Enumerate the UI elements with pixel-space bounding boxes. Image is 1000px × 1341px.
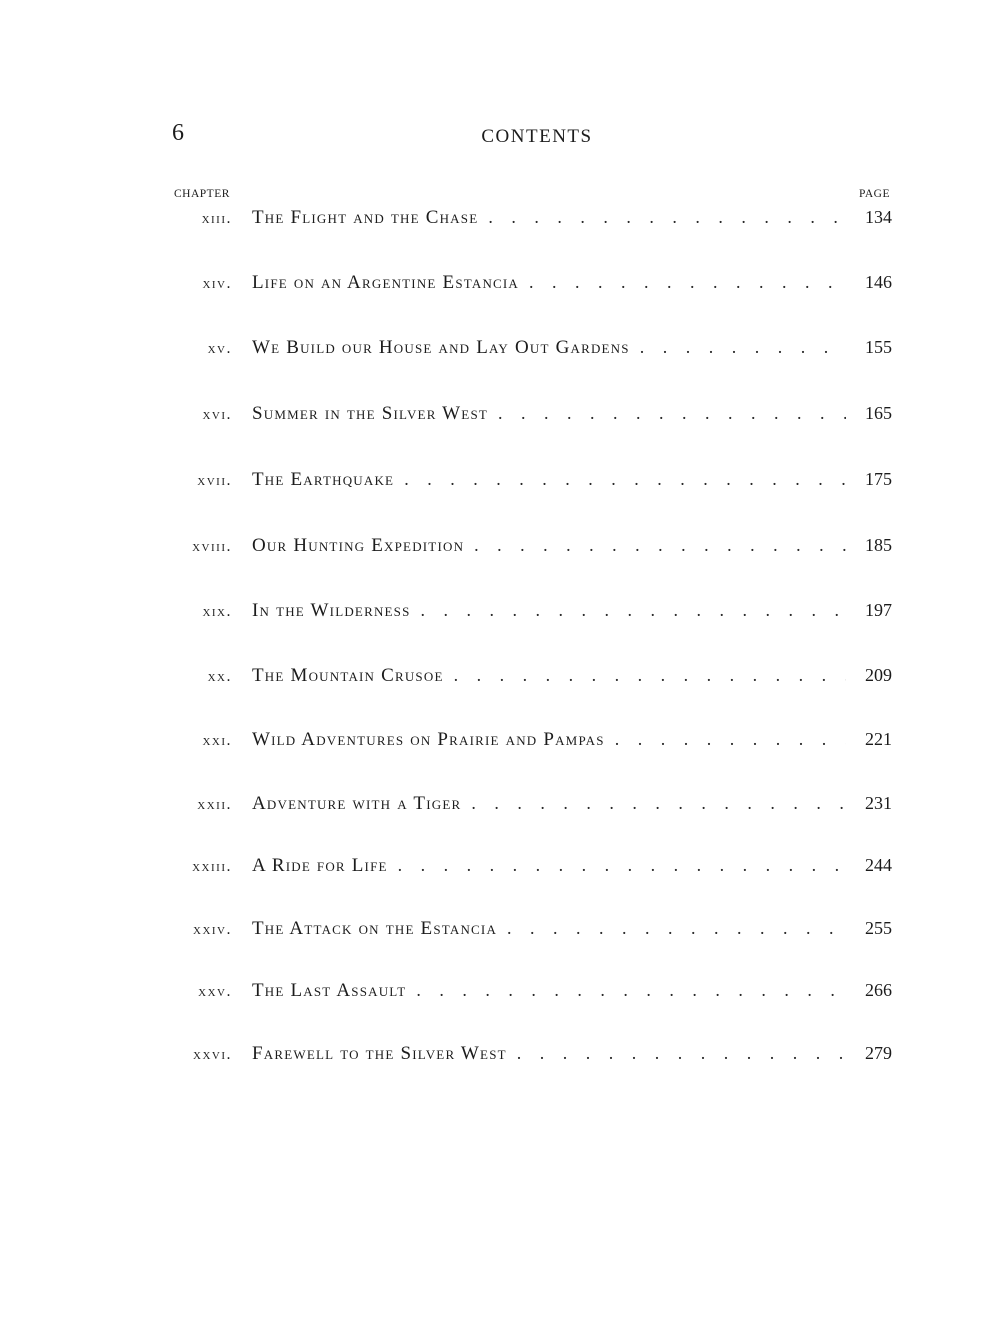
chapter-page-number: 255 <box>865 918 892 938</box>
chapter-number: xxii. <box>197 796 232 813</box>
dot-leader <box>517 1043 846 1064</box>
toc-entry-21[interactable] <box>172 729 892 759</box>
chapter-page-number: 155 <box>865 337 892 357</box>
page-column-heading: PAGE <box>859 188 890 200</box>
chapter-title: We Build our House and Lay Out Gardens <box>252 337 630 358</box>
chapter-title: Summer in the Silver West <box>252 403 489 424</box>
chapter-number: xxv. <box>198 983 232 1000</box>
dot-leader <box>474 535 846 556</box>
toc-entry-26[interactable] <box>172 1043 892 1073</box>
dot-leader <box>416 980 846 1001</box>
toc-entry-20[interactable] <box>172 665 892 695</box>
chapter-page-number: 146 <box>865 272 892 292</box>
chapter-number: xv. <box>207 340 232 357</box>
dot-leader <box>640 337 846 358</box>
chapter-number: xxi. <box>202 732 232 749</box>
dot-leader <box>404 469 846 490</box>
chapter-page-number: 197 <box>865 600 892 620</box>
chapter-title: Adventure with a Tiger <box>252 793 462 814</box>
chapter-title: Farewell to the Silver West <box>252 1043 507 1064</box>
chapter-title: Our Hunting Expedition <box>252 535 465 556</box>
chapter-page-number: 266 <box>865 980 892 1000</box>
dot-leader <box>398 855 846 876</box>
toc-entry-15[interactable] <box>172 337 892 367</box>
toc-entry-24[interactable] <box>172 918 892 948</box>
chapter-number: xiii. <box>201 210 232 227</box>
chapter-title: In the Wilderness <box>252 600 411 621</box>
chapter-title: The Mountain Crusoe <box>252 665 444 686</box>
chapter-number: xiv. <box>202 275 232 292</box>
dot-leader <box>421 600 846 621</box>
chapter-page-number: 165 <box>865 403 892 423</box>
chapter-page-number: 279 <box>865 1043 892 1063</box>
chapter-page-number: 231 <box>865 793 892 813</box>
chapter-page-number: 185 <box>865 535 892 555</box>
toc-entry-14[interactable] <box>172 272 892 302</box>
toc-entry-22[interactable] <box>172 793 892 823</box>
toc-entry-19[interactable] <box>172 600 892 630</box>
toc-entry-17[interactable] <box>172 469 892 499</box>
chapter-title: The Attack on the Estancia <box>252 918 498 939</box>
dot-leader <box>529 272 846 293</box>
toc-entry-23[interactable] <box>172 855 892 885</box>
chapter-number: xxiii. <box>192 858 232 875</box>
chapter-title: A Ride for Life <box>252 855 388 876</box>
chapter-title: The Last Assault <box>252 980 407 1001</box>
chapter-number: xvi. <box>202 406 232 423</box>
chapter-number: xix. <box>202 603 232 620</box>
page-title: CONTENTS <box>481 126 593 147</box>
chapter-page-number: 221 <box>865 729 892 749</box>
toc-entry-16[interactable] <box>172 403 892 433</box>
chapter-number: xxvi. <box>193 1046 232 1063</box>
dot-leader <box>507 918 846 939</box>
dot-leader <box>498 403 846 424</box>
chapter-number: xvii. <box>197 472 232 489</box>
chapter-number: xx. <box>207 668 232 685</box>
chapter-title: The Earthquake <box>252 469 395 490</box>
chapter-title: Wild Adventures on Prairie and Pampas <box>252 729 605 750</box>
chapter-column-heading: CHAPTER <box>174 188 230 200</box>
chapter-title: Life on an Argentine Estancia <box>252 272 520 293</box>
page-number: 6 <box>172 120 184 146</box>
chapter-page-number: 209 <box>865 665 892 685</box>
chapter-page-number: 175 <box>865 469 892 489</box>
dot-leader <box>471 793 846 814</box>
chapter-number: xxiv. <box>193 921 232 938</box>
dot-leader <box>488 207 846 228</box>
chapter-title: The Flight and the Chase <box>252 207 479 228</box>
chapter-number: xviii. <box>192 538 232 555</box>
toc-entry-18[interactable] <box>172 535 892 565</box>
toc-entry-25[interactable] <box>172 980 892 1010</box>
dot-leader <box>615 729 846 750</box>
chapter-page-number: 134 <box>865 207 892 227</box>
chapter-page-number: 244 <box>865 855 892 875</box>
toc-entry-13[interactable] <box>172 207 892 237</box>
dot-leader <box>454 665 846 686</box>
